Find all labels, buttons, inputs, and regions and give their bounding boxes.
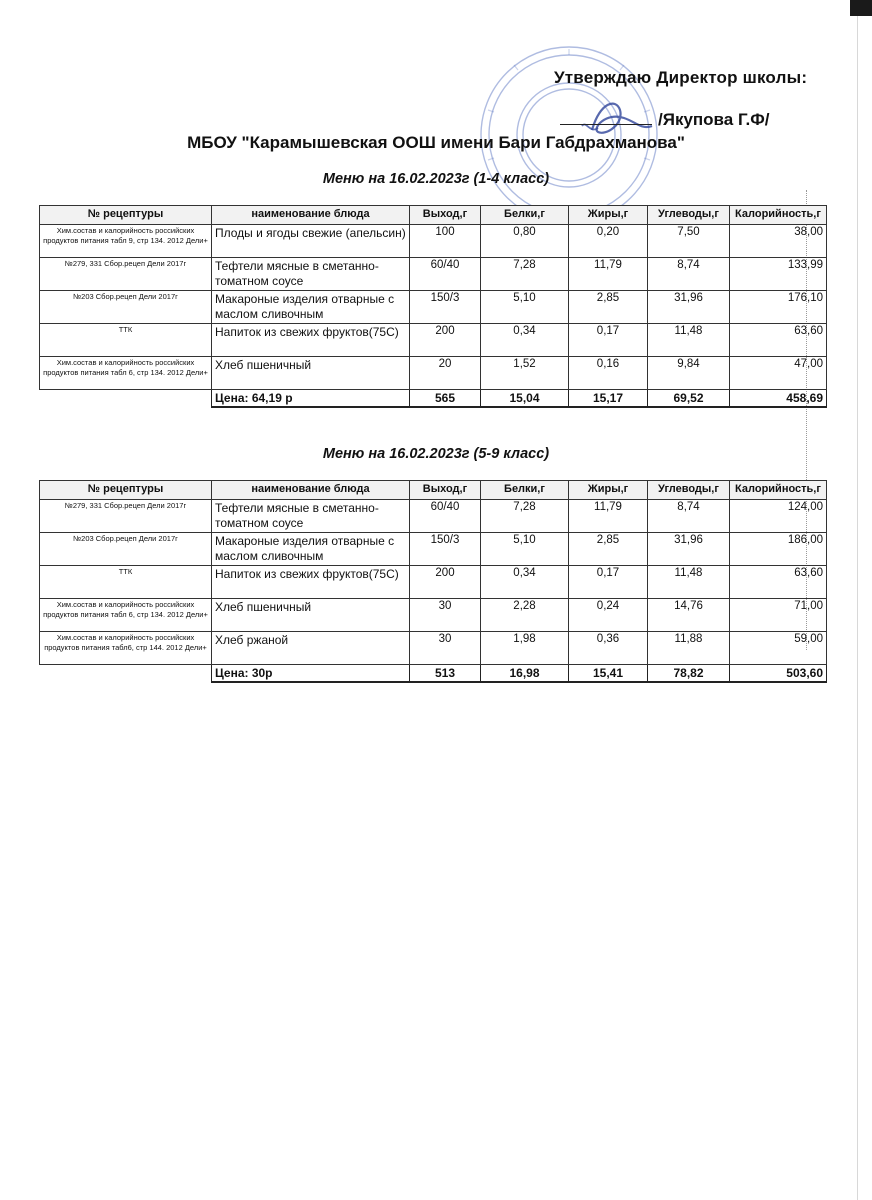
total-row bbox=[40, 390, 827, 408]
total-blank-cell bbox=[40, 390, 212, 408]
total-fat: 15,17 bbox=[569, 390, 648, 408]
carbs-cell: 7,50 bbox=[648, 225, 730, 258]
calories-cell: 63,60 bbox=[730, 324, 827, 357]
calories-cell: 59,00 bbox=[730, 632, 827, 665]
col-fat: Жиры,г bbox=[569, 481, 648, 500]
fat-cell: 11,79 bbox=[569, 258, 648, 291]
yield-cell: 30 bbox=[410, 632, 481, 665]
table-row bbox=[40, 533, 827, 566]
fat-cell: 0,20 bbox=[569, 225, 648, 258]
total-carbs: 78,82 bbox=[648, 665, 730, 683]
table-row bbox=[40, 357, 827, 390]
col-fat: Жиры,г bbox=[569, 206, 648, 225]
fat-cell: 0,36 bbox=[569, 632, 648, 665]
col-recipe: № рецептуры bbox=[40, 206, 212, 225]
total-yield: 513 bbox=[410, 665, 481, 683]
col-calories: Калорийность,г bbox=[730, 206, 827, 225]
col-yield: Выход,г bbox=[410, 481, 481, 500]
col-dish: наименование блюда bbox=[212, 481, 410, 500]
menu-title-5-9: Меню на 16.02.2023г (5-9 класс) bbox=[322, 446, 550, 462]
carbs-cell: 11,48 bbox=[648, 566, 730, 599]
dish-cell: Напиток из свежих фруктов(75С) bbox=[212, 566, 410, 599]
dish-cell: Тефтели мясные в сметанно-томатном соусе bbox=[212, 500, 410, 533]
dish-cell: Напиток из свежих фруктов(75С) bbox=[212, 324, 410, 357]
carbs-cell: 8,74 bbox=[648, 258, 730, 291]
recipe-cell: ТТК bbox=[40, 566, 212, 599]
fat-cell: 2,85 bbox=[569, 291, 648, 324]
protein-cell: 0,80 bbox=[481, 225, 569, 258]
protein-cell: 1,52 bbox=[481, 357, 569, 390]
yield-cell: 60/40 bbox=[410, 500, 481, 533]
calories-cell: 63,60 bbox=[730, 566, 827, 599]
protein-cell: 0,34 bbox=[481, 324, 569, 357]
table-header bbox=[40, 206, 827, 225]
fat-cell: 2,85 bbox=[569, 533, 648, 566]
dish-cell: Макароные изделия отварные с маслом сливочным bbox=[212, 291, 410, 324]
recipe-cell: Хим.состав и калорийность российских продуктов питания табл 6, стр 134. 2012 Дели+ bbox=[40, 599, 212, 632]
recipe-cell: Хим.состав и калорийность российских продуктов питания табл6, стр 144. 2012 Дели+ bbox=[40, 632, 212, 665]
fat-cell: 0,24 bbox=[569, 599, 648, 632]
total-calories: 503,60 bbox=[730, 665, 827, 683]
signer-name: /Якупова Г.Ф/ bbox=[658, 110, 770, 129]
dish-cell: Хлеб ржаной bbox=[212, 632, 410, 665]
col-calories: Калорийность,г bbox=[730, 481, 827, 500]
dish-cell: Хлеб пшеничный bbox=[212, 357, 410, 390]
recipe-cell: №203 Сбор.рецеп Дели 2017г bbox=[40, 291, 212, 324]
yield-cell: 60/40 bbox=[410, 258, 481, 291]
col-yield: Выход,г bbox=[410, 206, 481, 225]
protein-cell: 7,28 bbox=[481, 258, 569, 291]
price-cell: Цена: 64,19 р bbox=[212, 390, 410, 408]
table-row bbox=[40, 324, 827, 357]
calories-cell: 47,00 bbox=[730, 357, 827, 390]
fat-cell: 0,16 bbox=[569, 357, 648, 390]
table-row bbox=[40, 632, 827, 665]
calories-cell: 133,99 bbox=[730, 258, 827, 291]
yield-cell: 100 bbox=[410, 225, 481, 258]
fat-cell: 0,17 bbox=[569, 566, 648, 599]
total-yield: 565 bbox=[410, 390, 481, 408]
carbs-cell: 31,96 bbox=[648, 291, 730, 324]
protein-cell: 5,10 bbox=[481, 533, 569, 566]
table-row bbox=[40, 225, 827, 258]
total-carbs: 69,52 bbox=[648, 390, 730, 408]
table-header bbox=[40, 481, 827, 500]
signature-blank bbox=[560, 124, 652, 125]
protein-cell: 7,28 bbox=[481, 500, 569, 533]
recipe-cell: №203 Сбор.рецеп Дели 2017г bbox=[40, 533, 212, 566]
fat-cell: 0,17 bbox=[569, 324, 648, 357]
fat-cell: 11,79 bbox=[569, 500, 648, 533]
recipe-cell: Хим.состав и калорийность российских продуктов питания табл 6, стр 134. 2012 Дели+ bbox=[40, 357, 212, 390]
col-protein: Белки,г bbox=[481, 481, 569, 500]
yield-cell: 150/3 bbox=[410, 291, 481, 324]
total-blank-cell bbox=[40, 665, 212, 683]
carbs-cell: 11,88 bbox=[648, 632, 730, 665]
dish-cell: Плоды и ягоды свежие (апельсин) bbox=[212, 225, 410, 258]
approval-title: Утверждаю Директор школы: bbox=[554, 68, 808, 87]
dish-cell: Макароные изделия отварные с маслом сливочным bbox=[212, 533, 410, 566]
total-fat: 15,41 bbox=[569, 665, 648, 683]
menu-title-1-4: Меню на 16.02.2023г (1-4 класс) bbox=[322, 171, 550, 187]
recipe-cell: №279, 331 Сбор.рецеп Дели 2017г bbox=[40, 258, 212, 291]
scan-corner-mark bbox=[850, 0, 872, 16]
protein-cell: 2,28 bbox=[481, 599, 569, 632]
protein-cell: 0,34 bbox=[481, 566, 569, 599]
table-row bbox=[40, 500, 827, 533]
yield-cell: 20 bbox=[410, 357, 481, 390]
carbs-cell: 11,48 bbox=[648, 324, 730, 357]
dish-cell: Тефтели мясные в сметанно-томатном соусе bbox=[212, 258, 410, 291]
total-protein: 16,98 bbox=[481, 665, 569, 683]
col-recipe: № рецептуры bbox=[40, 481, 212, 500]
recipe-cell: Хим.состав и калорийность российских продуктов питания табл 9, стр 134. 2012 Дели+ bbox=[40, 225, 212, 258]
recipe-cell: ТТК bbox=[40, 324, 212, 357]
table-row bbox=[40, 291, 827, 324]
total-calories: 458,69 bbox=[730, 390, 827, 408]
protein-cell: 5,10 bbox=[481, 291, 569, 324]
carbs-cell: 9,84 bbox=[648, 357, 730, 390]
yield-cell: 30 bbox=[410, 599, 481, 632]
menu-table-1-4 bbox=[39, 205, 827, 408]
calories-cell: 71,00 bbox=[730, 599, 827, 632]
yield-cell: 150/3 bbox=[410, 533, 481, 566]
table-row bbox=[40, 599, 827, 632]
carbs-cell: 31,96 bbox=[648, 533, 730, 566]
menu-table-5-9 bbox=[39, 480, 827, 683]
table-row bbox=[40, 566, 827, 599]
col-dish: наименование блюда bbox=[212, 206, 410, 225]
signature-line bbox=[560, 110, 769, 130]
col-carbs: Углеводы,г bbox=[648, 481, 730, 500]
yield-cell: 200 bbox=[410, 324, 481, 357]
calories-cell: 38,00 bbox=[730, 225, 827, 258]
total-protein: 15,04 bbox=[481, 390, 569, 408]
calories-cell: 186,00 bbox=[730, 533, 827, 566]
col-carbs: Углеводы,г bbox=[648, 206, 730, 225]
col-protein: Белки,г bbox=[481, 206, 569, 225]
calories-cell: 124,00 bbox=[730, 500, 827, 533]
calories-cell: 176,10 bbox=[730, 291, 827, 324]
recipe-cell: №279, 331 Сбор.рецеп Дели 2017г bbox=[40, 500, 212, 533]
table-row bbox=[40, 258, 827, 291]
total-row bbox=[40, 665, 827, 683]
dish-cell: Хлеб пшеничный bbox=[212, 599, 410, 632]
price-cell: Цена: 30р bbox=[212, 665, 410, 683]
carbs-cell: 14,76 bbox=[648, 599, 730, 632]
school-name: МБОУ "Карамышевская ООШ имени Бари Габдрахманова" bbox=[187, 133, 685, 152]
protein-cell: 1,98 bbox=[481, 632, 569, 665]
yield-cell: 200 bbox=[410, 566, 481, 599]
carbs-cell: 8,74 bbox=[648, 500, 730, 533]
